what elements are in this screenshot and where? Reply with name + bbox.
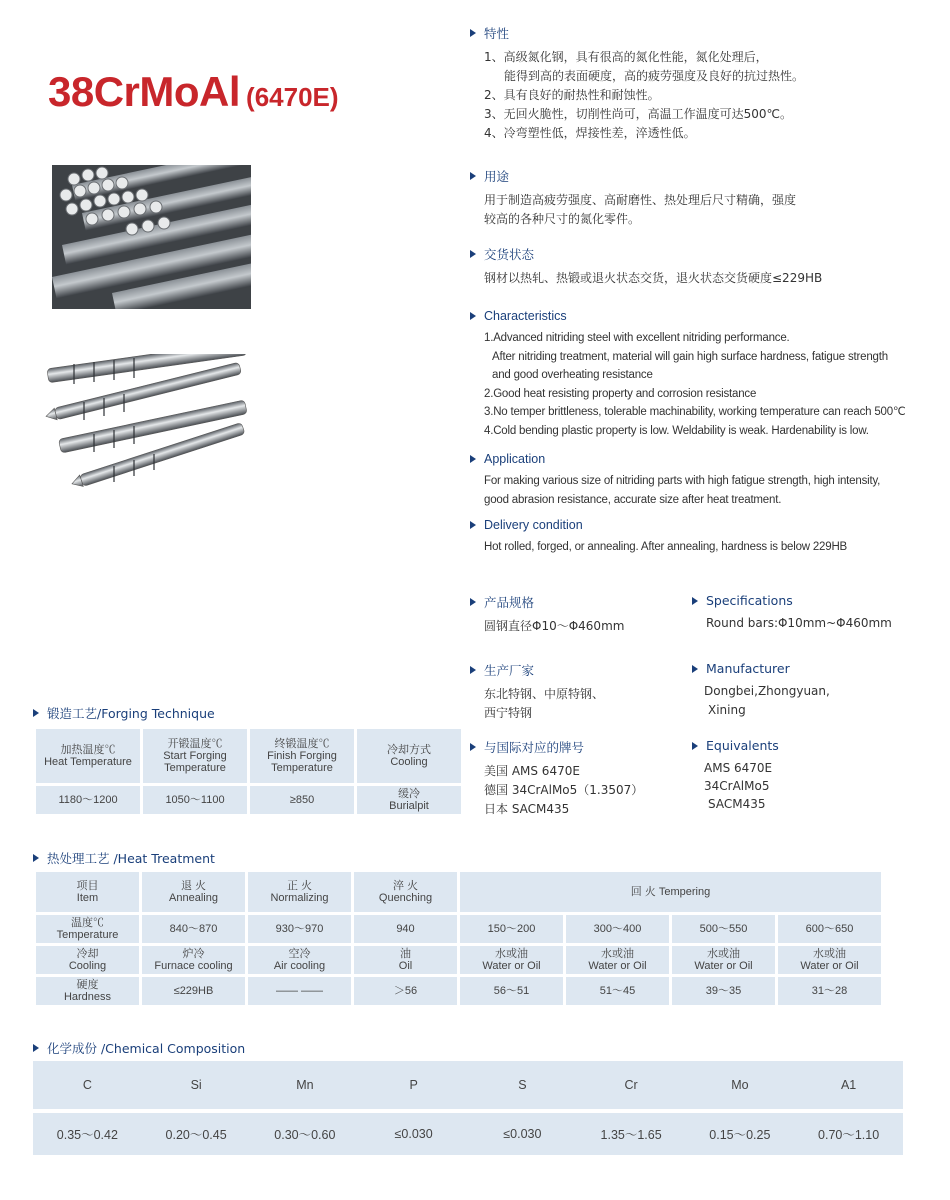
heat-row-label: 硬度 Hardness [36,977,139,1005]
en-characteristics-section [470,309,906,440]
heat-cell: 56～51 [460,977,563,1005]
delivery-text: Hot rolled, forged, or annealing. After annealing, hardness is below 229HB [484,541,848,553]
bullet-triangle-icon [33,854,39,862]
chem-element-cell: Mo [731,1078,749,1092]
heat-cell: ＞56 [354,977,457,1005]
forging-section [33,704,215,722]
section-heading: Delivery condition [484,518,583,532]
en-delivery-section [470,518,847,557]
char-item: 2、具有良好的耐热性和耐蚀性。 [484,88,660,102]
heat-cell: 水或油 Water or Oil [672,946,775,974]
bullet-triangle-icon [470,455,476,463]
title-sub: (6470E) [246,82,339,112]
heat-cell: 930～970 [248,915,351,943]
heat-row-label: 温度℃ Temperature [36,915,139,943]
forging-header-cell: 开锻温度℃ Start Forging Temperature [143,729,247,783]
heat-cell: 940 [354,915,457,943]
chem-table [33,1061,903,1155]
section-heading: 锻造工艺/Forging Technique [47,706,215,721]
heat-header-cell: 退 火 Annealing [142,872,245,912]
cn-specs-section [470,593,624,636]
forging-header-cell: 冷却方式 Cooling [357,729,461,783]
heat-row-label: 冷却 Cooling [36,946,139,974]
heat-cell: 300～400 [566,915,669,943]
heat-header-cell: 正 火 Normalizing [248,872,351,912]
forging-value-cell: 1180～1200 [36,786,140,814]
heat-cell: 空冷 Air cooling [248,946,351,974]
application-line: 较高的各种尺寸的氮化零件。 [484,212,641,226]
manufacturer-line: Xining [708,703,746,717]
bullet-triangle-icon [470,598,476,606]
bullet-triangle-icon [470,29,476,37]
chem-section [33,1039,245,1057]
chem-element-cell: Mn [296,1078,314,1092]
title-main: 38CrMoAl [48,68,241,115]
heat-cell: 31～28 [778,977,881,1005]
cn-manufacturer-section [470,661,604,723]
en-specs-section [692,593,892,633]
chem-value-cell: ≤0.030 [394,1127,433,1141]
chem-element-cell: C [82,1078,92,1092]
en-manufacturer-section [692,661,830,720]
bullet-triangle-icon [692,597,698,605]
heat-treatment-table [33,869,884,1008]
bullet-triangle-icon [33,1044,39,1052]
tempering-header-cell: 回 火 Tempering [460,872,881,912]
cn-delivery-section [470,245,822,288]
heat-cell: 油 Oil [354,946,457,974]
section-heading: 热处理工艺 /Heat Treatment [47,851,215,866]
section-heading: Manufacturer [706,661,790,676]
equivalent-line: 美国 AMS 6470E [484,764,580,778]
chem-value-cell: 1.35～1.65 [600,1128,662,1142]
section-heading: Application [484,452,546,466]
bullet-triangle-icon [470,743,476,751]
heat-cell: 水或油 Water or Oil [778,946,881,974]
cn-characteristics-section [470,24,804,143]
section-heading: 化学成份 /Chemical Composition [47,1041,246,1056]
cn-equivalents-section [470,738,643,819]
chem-element-cell: Si [190,1078,202,1092]
section-heading: 产品规格 [484,595,535,610]
forging-table [33,726,464,817]
forging-header-cell: 终锻温度℃ Finish Forging Temperature [250,729,354,783]
chem-element-cell: Cr [624,1078,638,1092]
chem-value-row [33,1113,903,1155]
chem-value-cell: 0.20～0.45 [165,1128,227,1142]
char-item: 3.No temper brittleness, tolerable machinability, working temperature can reach 500℃ [484,406,906,418]
heat-cell: 150～200 [460,915,563,943]
char-item: After nitriding treatment, material will gain high surface hardness, fatigue strength [492,350,888,363]
steel-round-bars-photo [52,165,251,309]
heat-header-cell: 项目 Item [36,872,139,912]
heat-cell: 600～650 [778,915,881,943]
bullet-triangle-icon [470,250,476,258]
chem-element-cell: P [409,1078,418,1092]
chem-value-cell: ≤0.030 [503,1127,542,1141]
forging-header-cell: 加热温度℃ Heat Temperature [36,729,140,783]
char-item: 4、冷弯塑性低，焊接性差，淬透性低。 [484,126,696,140]
bullet-triangle-icon [470,521,476,529]
char-item: 能得到高的表面硬度，高的疲劳强度及良好的抗过热性。 [504,69,805,83]
equivalent-line: 德国 34CrAlMo5（1.3507） [484,783,644,797]
en-application-section [470,452,880,509]
heat-cell: 炉冷 Furnace cooling [142,946,245,974]
chem-value-cell: 0.15～0.25 [709,1128,771,1142]
bullet-triangle-icon [470,312,476,320]
specs-text: Round bars:Φ10mm~Φ460mm [706,616,892,630]
chem-value-cell: 0.70～1.10 [818,1128,880,1142]
heat-cell: 水或油 Water or Oil [460,946,563,974]
bullet-triangle-icon [692,665,698,673]
heat-cell: 39～35 [672,977,775,1005]
en-equivalents-section [692,738,779,813]
chem-element-row [33,1061,903,1109]
heat-treatment-section [33,849,215,867]
specs-text: 圆钢直径Φ10～Φ460mm [484,619,625,633]
equivalent-line: 34CrAlMo5 [704,779,770,793]
manufacturer-line: 东北特钢、中原特钢、 [484,687,605,701]
forging-value-cell: ≥850 [250,786,354,814]
char-item: 2.Good heat resisting property and corrosion resistance [484,387,757,400]
section-heading: 用途 [484,169,510,184]
heat-cell: 水或油 Water or Oil [566,946,669,974]
bullet-triangle-icon [33,709,39,717]
equivalent-line: SACM435 [708,797,766,811]
chem-element-cell: A1 [840,1078,857,1092]
product-title [48,68,339,116]
section-heading: 生产厂家 [484,663,535,678]
section-heading: Equivalents [706,738,779,753]
manufacturer-line: Dongbei,Zhongyuan, [704,684,830,698]
cn-application-section [470,167,796,229]
char-item: 3、无回火脆性，切削性尚可，高温工作温度可达500℃。 [484,107,793,121]
char-item: and good overheating resistance [492,369,653,381]
heat-header-cell: 淬 火 Quenching [354,872,457,912]
heat-cell: 500～550 [672,915,775,943]
section-heading: Characteristics [484,309,567,323]
heat-cell: —— —— [248,977,351,1005]
section-heading: 交货状态 [484,247,535,262]
manufacturer-line: 西宁特钢 [484,706,533,720]
bullet-triangle-icon [470,666,476,674]
forging-value-cell: 缓冷 Burialpit [357,786,461,814]
section-heading: 特性 [484,26,510,41]
application-line: 用于制造高疲劳强度、高耐磨性、热处理后尺寸精确，强度 [484,193,797,207]
char-item: 4.Cold bending plastic property is low. Weldability is weak. Hardenability is low. [484,424,869,437]
chem-value-cell: 0.30～0.60 [274,1128,336,1142]
heat-cell: ≤229HB [142,977,245,1005]
heat-cell: 51～45 [566,977,669,1005]
forging-value-cell: 1050～1100 [143,786,247,814]
section-heading: 与国际对应的牌号 [484,740,585,755]
application-line: For making various size of nitriding parts with high fatigue strength, high intensity, [484,475,881,487]
application-line: good abrasion resistance, accurate size after heat treatment. [484,493,782,506]
chem-value-cell: 0.35～0.42 [56,1128,118,1142]
delivery-text: 钢材以热轧、热锻或退火状态交货，退火状态交货硬度≤229HB [484,271,823,285]
char-item: 1、高级氮化钢，具有很高的氮化性能，氮化处理后， [484,50,768,64]
section-heading: Specifications [706,593,793,608]
heat-cell: 840～870 [142,915,245,943]
bullet-triangle-icon [692,742,698,750]
bullet-triangle-icon [470,172,476,180]
equivalent-line: AMS 6470E [704,761,773,775]
chem-element-cell: S [518,1078,527,1092]
equivalent-line: 日本 SACM435 [484,802,570,816]
char-item: 1.Advanced nitriding steel with excellent nitriding performance. [484,332,790,344]
screw-shafts-photo [44,354,254,506]
